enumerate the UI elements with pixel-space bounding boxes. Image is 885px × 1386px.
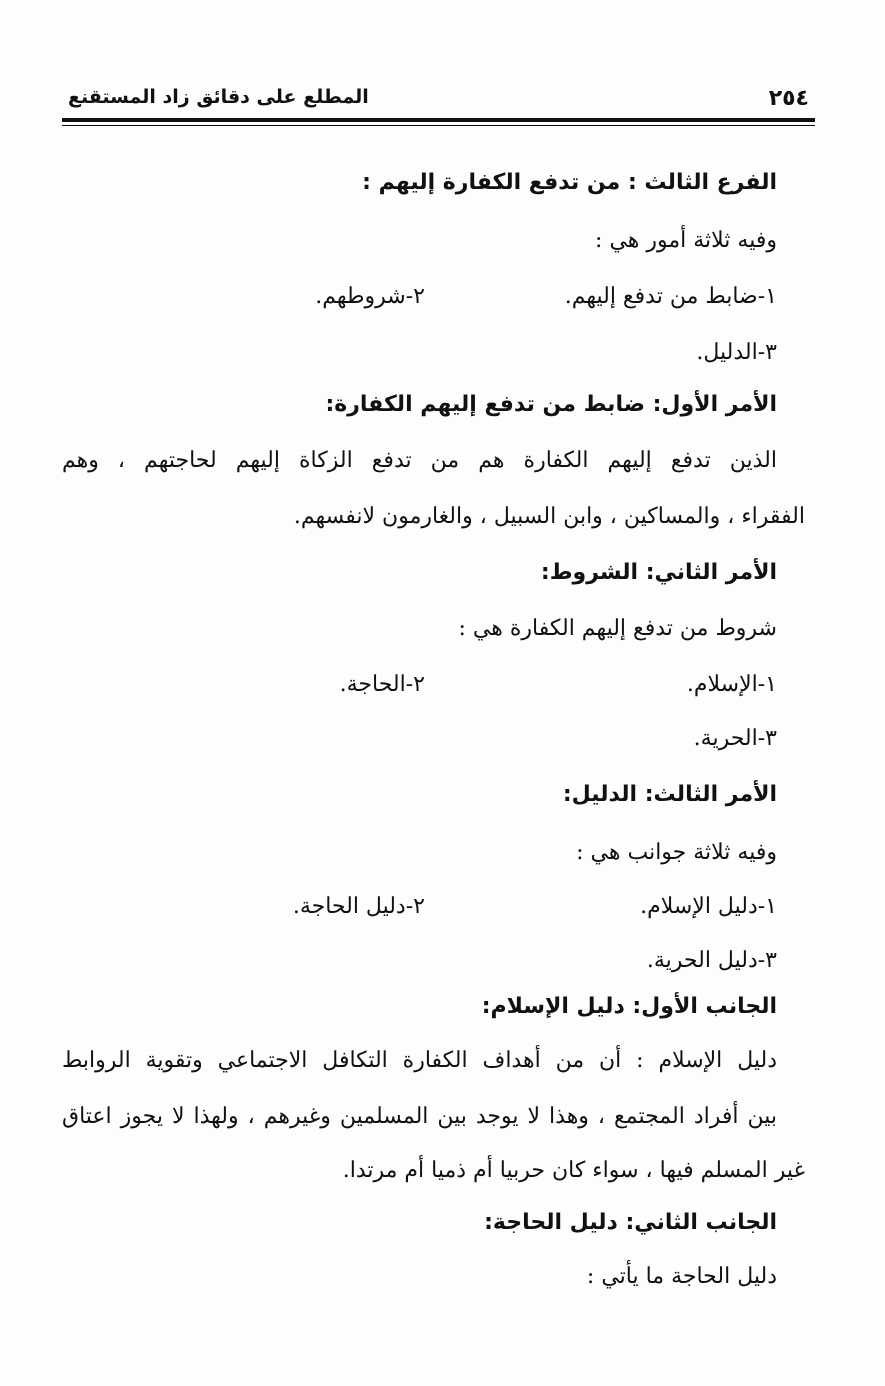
matter3-item-1: ١-دليل الإسلام. — [640, 894, 777, 919]
aspect1-heading: الجانب الأول: دليل الإسلام: — [481, 994, 777, 1019]
header-rule-thin — [62, 125, 815, 126]
book-title: المطلع على دقائق زاد المستقنع — [68, 86, 369, 108]
header-rule-thick — [62, 118, 815, 122]
aspect2-heading: الجانب الثاني: دليل الحاجة: — [484, 1210, 777, 1235]
aspect1-paragraph-line2: بين أفراد المجتمع ، وهذا لا يوجد بين المسلمين وغيرهم ، ولهذا لا يجوز اعتاق — [62, 1104, 777, 1129]
matter3-heading: الأمر الثالث: الدليل: — [562, 782, 777, 807]
matter1-heading: الأمر الأول: ضابط من تدفع إليهم الكفارة: — [325, 392, 777, 417]
intro-item-2: ٢-شروطهم. — [315, 284, 425, 309]
matter3-item-2: ٢-دليل الحاجة. — [292, 894, 425, 919]
matter1-paragraph-line1: الذين تدفع إليهم الكفارة هم من تدفع الزكاة إليهم لحاجتهم ، وهم — [62, 448, 777, 473]
matter3-item-3: ٣-دليل الحرية. — [646, 948, 777, 973]
aspect1-paragraph-line1: دليل الإسلام : أن من أهداف الكفارة التكافل الاجتماعي وتقوية الروابط — [62, 1048, 777, 1073]
matter2-intro: شروط من تدفع إليهم الكفارة هي : — [458, 616, 777, 641]
matter2-item-1: ١-الإسلام. — [686, 672, 777, 697]
matter1-paragraph-line2: الفقراء ، والمساكين ، وابن السبيل ، والغارمون لانفسهم. — [293, 504, 805, 529]
matter2-item-3: ٣-الحرية. — [693, 726, 777, 751]
section-heading: الفرع الثالث : من تدفع الكفارة إليهم : — [362, 170, 777, 195]
intro-item-3: ٣-الدليل. — [696, 340, 777, 365]
aspect2-paragraph-line1: دليل الحاجة ما يأتي : — [586, 1264, 777, 1289]
intro-item-1: ١-ضابط من تدفع إليهم. — [564, 284, 777, 309]
matter2-item-2: ٢-الحاجة. — [339, 672, 425, 697]
running-header — [62, 84, 815, 114]
page-number: ٢٥٤ — [768, 86, 809, 111]
aspect1-paragraph-line3: غير المسلم فيها ، سواء كان حربيا أم ذميا أم مرتدا. — [342, 1158, 805, 1183]
intro-text: وفيه ثلاثة أمور هي : — [595, 228, 777, 253]
matter3-intro: وفيه ثلاثة جوانب هي : — [576, 840, 777, 865]
matter2-heading: الأمر الثاني: الشروط: — [540, 560, 777, 585]
